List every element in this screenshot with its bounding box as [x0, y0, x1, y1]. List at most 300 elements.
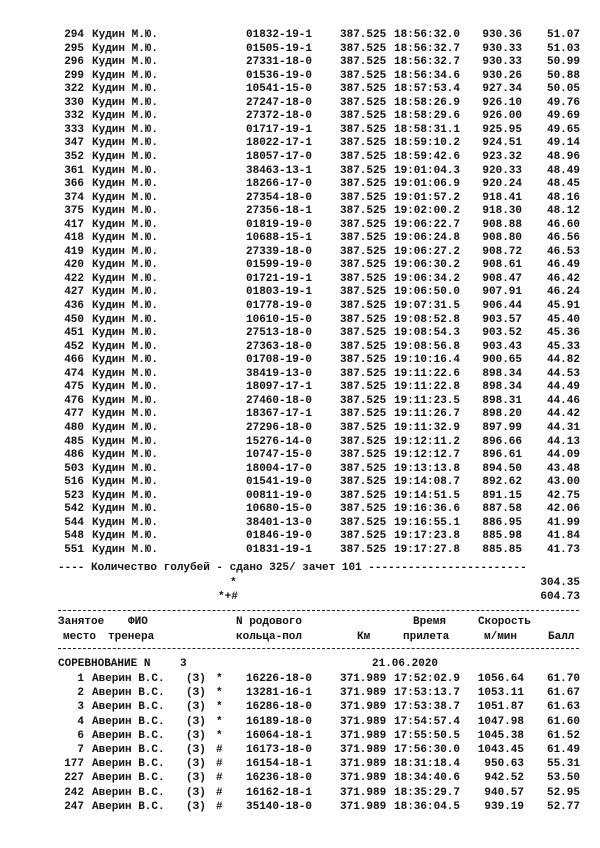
km-cell: 387.525 — [340, 123, 387, 136]
name-cell: Кудин М.Ю. — [92, 449, 159, 462]
name-cell: Кудин М.Ю. — [92, 205, 159, 218]
score-cell: 44.53 — [546, 367, 580, 380]
speed-cell: 1043.45 — [477, 744, 524, 756]
speed-cell: 1047.98 — [477, 715, 524, 728]
km-cell: 387.525 — [340, 205, 387, 218]
ring-cell: 01708-19-0 — [246, 354, 313, 367]
ring-cell: 27356-18-1 — [246, 205, 313, 218]
name-cell: Кудин М.Ю. — [92, 530, 159, 543]
time-cell: 19:11:22.6 — [394, 367, 461, 380]
name-cell: Кудин М.Ю. — [92, 340, 159, 353]
speed-cell: 886.95 — [482, 516, 522, 529]
speed-cell: 920.24 — [482, 178, 522, 191]
time-cell: 17:53:13.7 — [394, 687, 461, 700]
time-cell: 19:13:13.8 — [394, 462, 461, 475]
speed-cell: 930.36 — [482, 29, 522, 41]
ring-cell: 10688-15-1 — [246, 232, 313, 245]
km-cell: 387.525 — [340, 340, 387, 353]
time-cell: 17:53:38.7 — [394, 701, 461, 714]
name-cell: Кудин М.Ю. — [92, 164, 159, 177]
km-cell: 387.525 — [340, 354, 387, 367]
mark-cell: # — [216, 786, 223, 799]
speed-cell: 896.66 — [482, 435, 522, 448]
place-cell: 548 — [64, 530, 84, 543]
ring-cell: 01599-19-0 — [246, 259, 313, 272]
score-cell: 48.49 — [546, 164, 580, 177]
group-cell: (З) — [186, 729, 206, 742]
speed-cell: 885.98 — [482, 530, 522, 543]
name-cell: Кудин М.Ю. — [92, 327, 159, 340]
name-cell: Кудин М.Ю. — [92, 29, 159, 41]
name-cell: Кудин М.Ю. — [92, 178, 159, 191]
score-cell: 61.49 — [546, 744, 580, 756]
ring-cell: 38401-13-0 — [246, 516, 313, 529]
time-cell: 19:06:24.8 — [394, 232, 461, 245]
time-cell: 17:55:50.5 — [394, 729, 461, 742]
speed-cell: 925.95 — [482, 123, 522, 136]
score-cell: 44.82 — [546, 354, 580, 367]
place-cell: 242 — [64, 786, 84, 799]
group-cell: (З) — [186, 701, 206, 714]
ring-cell: 18022-17-1 — [246, 137, 313, 150]
place-cell: 4 — [77, 715, 84, 728]
km-cell: 371.989 — [340, 673, 387, 685]
score-cell: 43.48 — [546, 462, 580, 475]
place-cell: 418 — [64, 232, 84, 245]
score-cell: 46.42 — [546, 272, 580, 285]
speed-cell: 887.58 — [482, 503, 522, 516]
speed-cell: 930.33 — [482, 42, 522, 55]
score-cell: 42.06 — [546, 503, 580, 516]
place-cell: 450 — [64, 313, 84, 326]
time-cell: 19:08:54.3 — [394, 327, 461, 340]
ring-cell: 27363-18-0 — [246, 340, 313, 353]
speed-cell: 924.51 — [482, 137, 522, 150]
ring-cell: 01846-19-0 — [246, 530, 313, 543]
km-cell: 387.525 — [340, 408, 387, 421]
time-cell: 18:58:31.1 — [394, 123, 461, 136]
mark-cell: * — [216, 687, 223, 700]
place-cell: 417 — [64, 218, 84, 231]
score-cell: 48.45 — [546, 178, 580, 191]
group-cell: (З) — [186, 800, 206, 813]
header-speed-2: м/мин — [484, 631, 518, 643]
ring-cell: 27339-18-0 — [246, 245, 313, 258]
speed-cell: 908.61 — [482, 259, 522, 272]
time-cell: 19:06:50.0 — [394, 286, 461, 299]
km-cell: 387.525 — [340, 367, 387, 380]
ring-cell: 16064-18-1 — [246, 729, 313, 742]
speed-cell: 926.00 — [482, 110, 522, 123]
name-cell: Кудин М.Ю. — [92, 96, 159, 109]
place-cell: 516 — [64, 476, 84, 489]
ring-cell: 10680-15-0 — [246, 503, 313, 516]
divider-top — [58, 610, 579, 611]
mark-cell: * — [216, 701, 223, 714]
time-cell: 19:16:36.6 — [394, 503, 461, 516]
score-cell: 45.33 — [546, 340, 580, 353]
score-cell: 50.05 — [546, 83, 580, 96]
header-ring: N родового — [236, 616, 303, 628]
speed-cell: 923.32 — [482, 150, 522, 163]
score-cell: 41.73 — [546, 543, 580, 556]
place-cell: 330 — [64, 96, 84, 109]
speed-cell: 920.33 — [482, 164, 522, 177]
speed-cell: 896.61 — [482, 449, 522, 462]
time-cell: 18:56:34.6 — [394, 69, 461, 82]
place-cell: 177 — [64, 758, 84, 771]
time-cell: 17:54:57.4 — [394, 715, 461, 728]
name-cell: Кудин М.Ю. — [92, 381, 159, 394]
place-cell: 375 — [64, 205, 84, 218]
speed-cell: 906.44 — [482, 300, 522, 312]
time-cell: 19:11:32.9 — [394, 421, 461, 434]
total-value-2: 604.73 — [540, 591, 580, 603]
km-cell: 387.525 — [340, 530, 387, 543]
place-cell: 347 — [64, 137, 84, 150]
speed-cell: 1053.11 — [477, 687, 524, 700]
ring-cell: 13281-16-1 — [246, 687, 313, 700]
score-cell: 49.69 — [546, 110, 580, 123]
time-cell: 19:11:26.7 — [394, 408, 461, 421]
score-cell: 55.31 — [546, 758, 580, 771]
header-speed: Скорость — [478, 616, 531, 628]
name-cell: Кудин М.Ю. — [92, 56, 159, 69]
total-value-1: 304.35 — [540, 577, 580, 589]
place-cell: 475 — [64, 381, 84, 394]
summary-line — [0, 561, 527, 575]
score-cell: 45.40 — [546, 313, 580, 326]
speed-cell: 908.80 — [482, 232, 522, 245]
place-cell: 7 — [77, 744, 84, 756]
name-cell: Кудин М.Ю. — [92, 476, 159, 489]
time-cell: 17:52:02.9 — [394, 673, 461, 685]
name-cell: Кудин М.Ю. — [92, 489, 159, 502]
km-cell: 387.525 — [340, 421, 387, 434]
place-cell: 322 — [64, 83, 84, 96]
name-cell: Кудин М.Ю. — [92, 245, 159, 258]
time-cell: 19:06:22.7 — [394, 218, 461, 231]
name-cell: Кудин М.Ю. — [92, 42, 159, 55]
group-cell: (З) — [186, 744, 206, 756]
km-cell: 387.525 — [340, 218, 387, 231]
speed-cell: 892.62 — [482, 476, 522, 489]
speed-cell: 903.52 — [482, 327, 522, 340]
km-cell: 387.525 — [340, 56, 387, 69]
score-cell: 61.60 — [546, 715, 580, 728]
speed-cell: 898.20 — [482, 408, 522, 421]
speed-cell: 907.91 — [482, 286, 522, 299]
place-cell: 427 — [64, 286, 84, 299]
time-cell: 19:11:23.5 — [394, 394, 461, 407]
ring-cell: 01721-19-1 — [246, 272, 313, 285]
km-cell: 371.989 — [340, 701, 387, 714]
ring-cell: 16226-18-0 — [246, 673, 313, 685]
score-cell: 42.75 — [546, 489, 580, 502]
place-cell: 361 — [64, 164, 84, 177]
name-cell: Кудин М.Ю. — [92, 232, 159, 245]
km-cell: 387.525 — [340, 42, 387, 55]
ring-cell: 16189-18-0 — [246, 715, 313, 728]
name-cell: Кудин М.Ю. — [92, 543, 159, 556]
km-cell: 387.525 — [340, 394, 387, 407]
mark-cell: * — [216, 729, 223, 742]
header-place-2: место — [63, 631, 97, 643]
name-cell: Кудин М.Ю. — [92, 110, 159, 123]
place-cell: 451 — [64, 327, 84, 340]
name-cell: Аверин В.С. — [92, 687, 165, 700]
ring-cell: 16286-18-0 — [246, 701, 313, 714]
speed-cell: 930.33 — [482, 56, 522, 69]
place-cell: 366 — [64, 178, 84, 191]
name-cell: Кудин М.Ю. — [92, 435, 159, 448]
score-cell: 48.16 — [546, 191, 580, 204]
score-cell: 44.49 — [546, 381, 580, 394]
time-cell: 17:56:30.0 — [394, 744, 461, 756]
mark-cell: * — [216, 715, 223, 728]
score-cell: 51.07 — [546, 29, 580, 41]
total-mark-2: *+# — [218, 591, 238, 603]
time-cell: 18:59:10.2 — [394, 137, 461, 150]
name-cell: Кудин М.Ю. — [92, 286, 159, 299]
place-cell: 503 — [64, 462, 84, 475]
ring-cell: 27513-18-0 — [246, 327, 313, 340]
time-cell: 18:35:29.7 — [394, 786, 461, 799]
km-cell: 371.989 — [340, 687, 387, 700]
score-cell: 61.63 — [546, 701, 580, 714]
ring-cell: 01819-19-0 — [246, 218, 313, 231]
name-cell: Кудин М.Ю. — [92, 272, 159, 285]
mark-cell: # — [216, 758, 223, 771]
mark-cell: # — [216, 800, 223, 813]
ring-cell: 16173-18-0 — [246, 744, 313, 756]
km-cell: 371.989 — [340, 715, 387, 728]
score-cell: 43.00 — [546, 476, 580, 489]
time-cell: 19:07:31.5 — [394, 300, 461, 312]
ring-cell: 18266-17-0 — [246, 178, 313, 191]
time-cell: 18:58:26.9 — [394, 96, 461, 109]
km-cell: 387.525 — [340, 245, 387, 258]
ring-cell: 01778-19-0 — [246, 300, 313, 312]
place-cell: 294 — [64, 29, 84, 41]
score-cell: 50.88 — [546, 69, 580, 82]
ring-cell: 18057-17-0 — [246, 150, 313, 163]
name-cell: Аверин В.С. — [92, 772, 165, 785]
time-cell: 19:01:57.2 — [394, 191, 461, 204]
speed-cell: 908.47 — [482, 272, 522, 285]
km-cell: 387.525 — [340, 300, 387, 312]
speed-cell: 898.34 — [482, 381, 522, 394]
time-cell: 19:02:00.2 — [394, 205, 461, 218]
ring-cell: 01803-19-1 — [246, 286, 313, 299]
speed-cell: 1051.87 — [477, 701, 524, 714]
ring-cell: 16236-18-0 — [246, 772, 313, 785]
km-cell: 387.525 — [340, 489, 387, 502]
score-cell: 48.96 — [546, 150, 580, 163]
group-cell: (З) — [186, 758, 206, 771]
place-cell: 296 — [64, 56, 84, 69]
group-cell: (З) — [186, 786, 206, 799]
name-cell: Кудин М.Ю. — [92, 259, 159, 272]
km-cell: 387.525 — [340, 327, 387, 340]
km-cell: 387.525 — [340, 110, 387, 123]
place-cell: 486 — [64, 449, 84, 462]
time-cell: 18:36:04.5 — [394, 800, 461, 813]
place-cell: 551 — [64, 543, 84, 556]
place-cell: 374 — [64, 191, 84, 204]
score-cell: 49.14 — [546, 137, 580, 150]
score-cell: 44.09 — [546, 449, 580, 462]
ring-cell: 38463-13-1 — [246, 164, 313, 177]
speed-cell: 891.15 — [482, 489, 522, 502]
name-cell: Аверин В.С. — [92, 701, 165, 714]
ring-cell: 27247-18-0 — [246, 96, 313, 109]
header-km: Км — [357, 631, 371, 643]
time-cell: 19:10:16.4 — [394, 354, 461, 367]
speed-cell: 1045.38 — [477, 729, 524, 742]
place-cell: 419 — [64, 245, 84, 258]
ring-cell: 00811-19-0 — [246, 489, 313, 502]
time-cell: 19:17:27.8 — [394, 543, 461, 556]
place-cell: 474 — [64, 367, 84, 380]
time-cell: 18:31:18.4 — [394, 758, 461, 771]
km-cell: 387.525 — [340, 435, 387, 448]
ring-cell: 15276-14-0 — [246, 435, 313, 448]
km-cell: 387.525 — [340, 137, 387, 150]
header-time: Время — [413, 616, 447, 628]
speed-cell: 918.41 — [482, 191, 522, 204]
place-cell: 420 — [64, 259, 84, 272]
place-cell: 332 — [64, 110, 84, 123]
score-cell: 50.99 — [546, 56, 580, 69]
name-cell: Кудин М.Ю. — [92, 137, 159, 150]
place-cell: 227 — [64, 772, 84, 785]
ring-cell: 27354-18-0 — [246, 191, 313, 204]
name-cell: Кудин М.Ю. — [92, 300, 159, 312]
time-cell: 19:06:34.2 — [394, 272, 461, 285]
group-cell: (З) — [186, 772, 206, 785]
place-cell: 452 — [64, 340, 84, 353]
header-score: Балл — [548, 631, 575, 643]
name-cell: Кудин М.Ю. — [92, 83, 159, 96]
header-ring-2: кольца-пол — [236, 631, 303, 643]
place-cell: 477 — [64, 408, 84, 421]
time-cell: 19:17:23.8 — [394, 530, 461, 543]
ring-cell: 38419-13-0 — [246, 367, 313, 380]
km-cell: 371.989 — [340, 786, 387, 799]
speed-cell: 898.31 — [482, 394, 522, 407]
name-cell: Кудин М.Ю. — [92, 123, 159, 136]
mark-cell: * — [216, 673, 223, 685]
score-cell: 48.12 — [546, 205, 580, 218]
place-cell: 485 — [64, 435, 84, 448]
ring-cell: 18004-17-0 — [246, 462, 313, 475]
place-cell: 542 — [64, 503, 84, 516]
speed-cell: 885.85 — [482, 543, 522, 556]
km-cell: 371.989 — [340, 744, 387, 756]
time-cell: 19:08:52.8 — [394, 313, 461, 326]
name-cell: Кудин М.Ю. — [92, 421, 159, 434]
score-cell: 61.52 — [546, 729, 580, 742]
km-cell: 371.989 — [340, 729, 387, 742]
time-cell: 18:56:32.7 — [394, 56, 461, 69]
speed-cell: 930.26 — [482, 69, 522, 82]
competition-row — [0, 657, 439, 671]
ring-cell: 18097-17-1 — [246, 381, 313, 394]
score-cell: 46.53 — [546, 245, 580, 258]
name-cell: Аверин В.С. — [92, 800, 165, 813]
score-cell: 45.91 — [546, 300, 580, 312]
km-cell: 387.525 — [340, 29, 387, 41]
name-cell: Кудин М.Ю. — [92, 408, 159, 421]
score-cell: 44.13 — [546, 435, 580, 448]
place-cell: 295 — [64, 42, 84, 55]
km-cell: 387.525 — [340, 164, 387, 177]
score-cell: 46.49 — [546, 259, 580, 272]
time-cell: 19:06:30.2 — [394, 259, 461, 272]
score-cell: 53.50 — [546, 772, 580, 785]
time-cell: 19:16:55.1 — [394, 516, 461, 529]
name-cell: Аверин В.С. — [92, 744, 165, 756]
ring-cell: 18367-17-1 — [246, 408, 313, 421]
header-place: Занятое — [58, 616, 105, 628]
header-time-2: прилета — [403, 631, 450, 643]
time-cell: 19:08:56.8 — [394, 340, 461, 353]
name-cell: Кудин М.Ю. — [92, 69, 159, 82]
time-cell: 18:56:32.7 — [394, 42, 461, 55]
speed-cell: 900.65 — [482, 354, 522, 367]
mark-cell: # — [216, 744, 223, 756]
km-cell: 371.989 — [340, 758, 387, 771]
ring-cell: 01536-19-0 — [246, 69, 313, 82]
km-cell: 387.525 — [340, 313, 387, 326]
name-cell: Кудин М.Ю. — [92, 150, 159, 163]
speed-cell: 940.57 — [484, 786, 524, 799]
time-cell: 19:14:51.5 — [394, 489, 461, 502]
place-cell: 544 — [64, 516, 84, 529]
km-cell: 387.525 — [340, 83, 387, 96]
km-cell: 387.525 — [340, 381, 387, 394]
place-cell: 476 — [64, 394, 84, 407]
score-cell: 52.77 — [546, 800, 580, 813]
ring-cell: 16162-18-1 — [246, 786, 313, 799]
time-cell: 19:12:12.7 — [394, 449, 461, 462]
time-cell: 19:01:04.3 — [394, 164, 461, 177]
speed-cell: 903.43 — [482, 340, 522, 353]
place-cell: 247 — [64, 800, 84, 813]
name-cell: Кудин М.Ю. — [92, 218, 159, 231]
score-cell: 46.24 — [546, 286, 580, 299]
score-cell: 52.95 — [546, 786, 580, 799]
score-cell: 45.36 — [546, 327, 580, 340]
summary-text: ---- Количество голубей - сдано 325/ зачет 101 ------------------------ — [58, 562, 527, 574]
ring-cell: 10541-15-0 — [246, 83, 313, 96]
place-cell: 333 — [64, 123, 84, 136]
name-cell: Кудин М.Ю. — [92, 462, 159, 475]
ring-cell: 27460-18-0 — [246, 394, 313, 407]
km-cell: 387.525 — [340, 503, 387, 516]
name-cell: Аверин В.С. — [92, 786, 165, 799]
place-cell: 1 — [77, 673, 84, 685]
competition-label: СОРЕВНОВАНИЕ N — [58, 658, 151, 670]
place-cell: 436 — [64, 300, 84, 312]
group-cell: (З) — [186, 715, 206, 728]
ring-cell: 01717-19-1 — [246, 123, 313, 136]
name-cell: Кудин М.Ю. — [92, 191, 159, 204]
group-cell: (З) — [186, 673, 206, 685]
km-cell: 387.525 — [340, 191, 387, 204]
place-cell: 422 — [64, 272, 84, 285]
